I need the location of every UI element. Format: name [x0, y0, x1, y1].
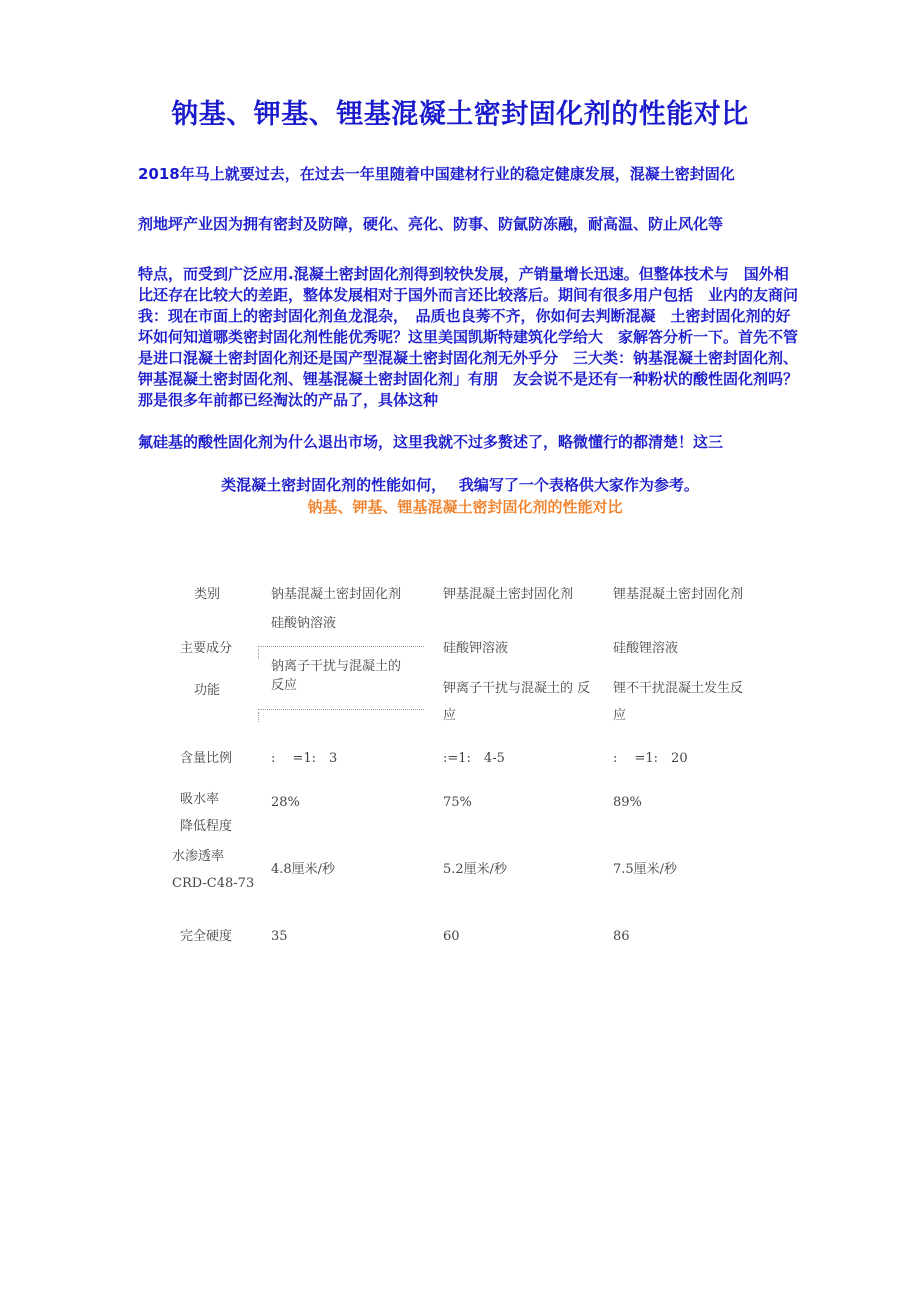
- paragraph-4: 氟硅基的酸性固化剂为什么退出市场，这里我就不过多赘述了，略微懂行的都清楚！这三: [138, 433, 724, 451]
- table-title: 钠基、钾基、锂基混凝土密封固化剂的性能对比: [307, 498, 623, 516]
- header-lithium: 锂基混凝土密封固化剂: [613, 587, 744, 602]
- cell-divider: [258, 646, 424, 647]
- function-lithium-line1: 锂不干扰混凝土发生反: [613, 681, 744, 696]
- permeability-potassium: 5.2厘米/秒: [443, 862, 508, 877]
- function-potassium-line1: 钾离子干扰与混凝土的 反: [443, 681, 591, 696]
- ratio-potassium: :=1: 4-5: [443, 751, 505, 766]
- permeability-label-line2: CRD-C48-73: [172, 876, 255, 891]
- hardness-lithium: 86: [613, 929, 630, 944]
- hardness-potassium: 60: [443, 929, 460, 944]
- permeability-lithium: 7.5厘米/秒: [613, 862, 678, 877]
- paragraph-3: 特点，而受到广泛应用.混凝土密封固化剂得到较快发展，产销量增长迅速。但整体技术与 国外相比还存在比较大的差距，整体发展相对于国外而言还比较落后。期间有很多用户包括 业内的友商问我：现在市面上的密封固化剂鱼龙混杂， 品质也良莠不齐，你如何去判断混凝 土密封固化剂的好坏如何知道哪类密封固化剂性能优秀呢？这里美国凯斯特建筑化学给大 家解答分析一下。首先不管是进口混凝土密封固化剂还是国产型混凝土密封固化剂无外乎分 三大类：钠基混凝土密封固化剂、钾基混凝土密封固化剂、锂基混凝土密封固化剂」有朋 友会说不是还有一种粉状的酸性固化剂吗？那是很多年前都已经淘汰的产品了，具体这种: [138, 265, 799, 409]
- document-title: 钠基、钾基、锂基混凝土密封固化剂的性能对比: [171, 99, 749, 130]
- header-label: 类别: [194, 587, 221, 602]
- header-sodium: 钠基混凝土密封固化剂: [271, 587, 402, 602]
- composition-sodium: 硅酸钠溶液: [271, 616, 337, 631]
- paragraph-2: 剂地坪产业因为拥有密封及防障，硬化、亮化、防事、防氤防冻融，耐高温、防止风化等: [138, 215, 724, 233]
- ratio-lithium: : =1: 20: [613, 751, 688, 766]
- function-lithium-line2: 应: [613, 708, 627, 723]
- paragraph-1: 2018年马上就要过去，在过去一年里随着中国建材行业的稳定健康发展，混凝土密封固化: [138, 165, 735, 183]
- absorption-label-line2: 降低程度: [180, 819, 233, 834]
- absorption-potassium: 75%: [443, 795, 472, 810]
- cell-divider-tick: [258, 712, 259, 722]
- cell-divider-tick: [258, 649, 259, 659]
- permeability-label-line1: 水渗透率: [172, 849, 225, 864]
- function-potassium-line2: 应: [443, 708, 457, 723]
- function-sodium-line2: 反应: [271, 678, 298, 693]
- header-potassium: 钾基混凝土密封固化剂: [443, 587, 574, 602]
- composition-lithium: 硅酸锂溶液: [613, 641, 679, 656]
- hardness-sodium: 35: [271, 929, 288, 944]
- permeability-sodium: 4.8厘米/秒: [271, 862, 336, 877]
- paragraph-5: 类混凝土密封固化剂的性能如何， 我编写了一个表格供大家作为参考。: [221, 476, 699, 494]
- hardness-label: 完全硬度: [180, 929, 233, 944]
- composition-potassium: 硅酸钾溶液: [443, 641, 509, 656]
- function-sodium-line1: 钠离子干扰与混凝土的: [271, 659, 402, 674]
- function-label: 功能: [194, 683, 221, 698]
- absorption-lithium: 89%: [613, 795, 642, 810]
- composition-label: 主要成分: [180, 641, 233, 656]
- ratio-sodium: : =1: 3: [271, 751, 338, 766]
- cell-divider: [258, 709, 424, 710]
- absorption-sodium: 28%: [271, 795, 300, 810]
- ratio-label: 含量比例: [180, 751, 233, 766]
- absorption-label-line1: 吸水率: [180, 792, 220, 807]
